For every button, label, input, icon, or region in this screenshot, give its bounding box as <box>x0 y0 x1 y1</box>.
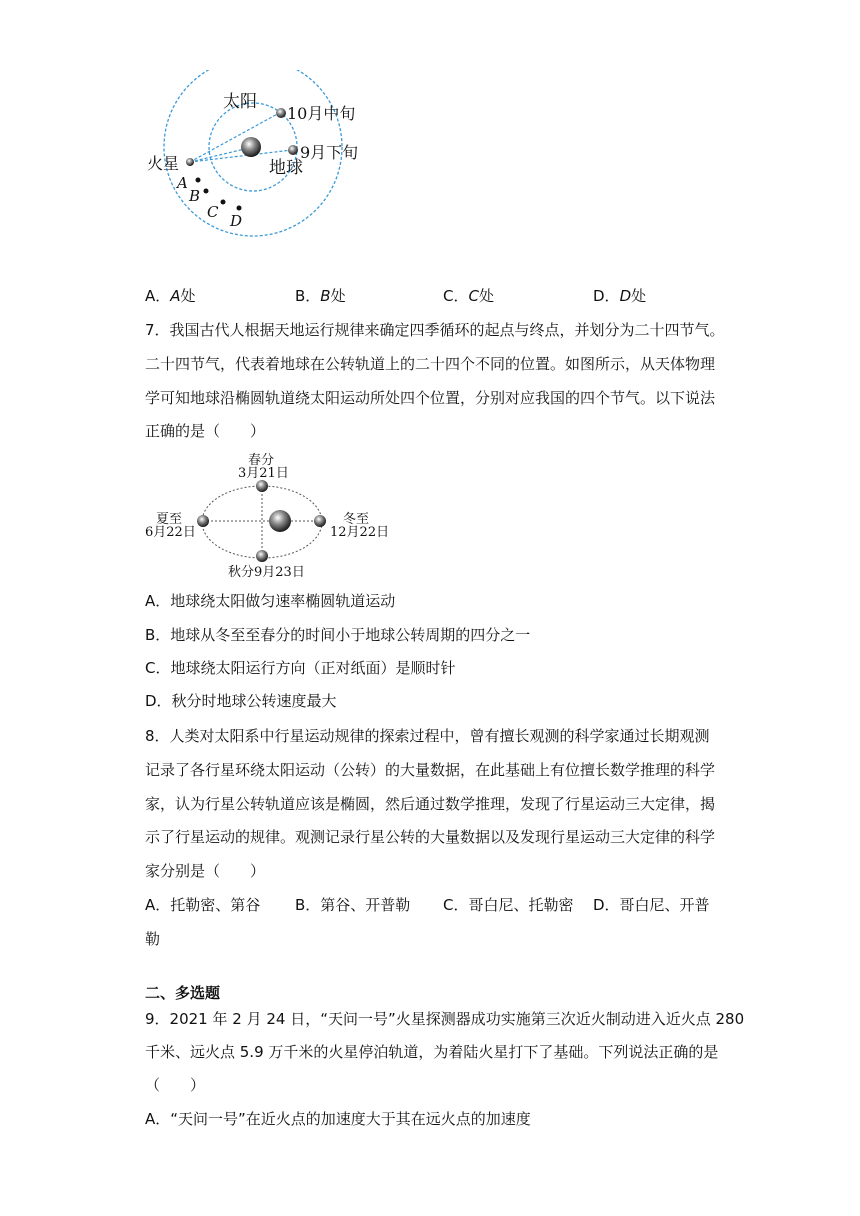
summer-name: 夏至 <box>156 512 183 527</box>
q7-option-d[interactable]: D．秋分时地球公转速度最大 <box>145 692 337 710</box>
q8-line-3: 家，认为行星公转轨道应该是椭圆，然后通过数学推理，发现了行星运动三大定律，揭 <box>145 795 716 813</box>
q6-option-b-suffix: 处 <box>330 287 346 305</box>
point-a-label: A <box>177 174 188 192</box>
oct-label: 10月中旬 <box>287 104 356 123</box>
q6-option-d-prefix: D． <box>593 287 620 305</box>
q6-option-b[interactable] <box>295 286 346 306</box>
spring-date: 3月21日 <box>238 466 289 481</box>
q6-option-d[interactable] <box>593 286 646 306</box>
q9-line-3: （ ） <box>145 1076 206 1094</box>
point-d-dot <box>237 206 242 211</box>
mars <box>186 158 194 166</box>
q9-option-a[interactable]: A．“天问一号”在近火点的加速度大于其在远火点的加速度 <box>145 1110 531 1128</box>
spring-name: 春分 <box>248 453 275 468</box>
point-b-label: B <box>189 187 201 205</box>
q8-line-4: 示了行星运动的规律。观测记录行星公转的大量数据以及发现行星运动三大定律的科学 <box>145 828 716 846</box>
q8-line-1: 8．人类对太阳系中行星运动规律的探索过程中，曾有擅长观测的科学家通过长期观测 <box>145 727 710 745</box>
q6-option-c-var: C <box>468 287 479 305</box>
q6-option-b-var: B <box>320 287 331 305</box>
q8-option-b[interactable]: B．第谷、开普勒 <box>295 896 411 914</box>
q8-option-c[interactable]: C．哥白尼、托勒密 <box>443 896 574 914</box>
q7-line-4: 正确的是（ ） <box>145 422 266 440</box>
q6-option-a[interactable] <box>145 286 196 306</box>
q9-line-2: 千米、远火点 5.9 万千米的火星停泊轨道，为着陆火星打下了基础。下列说法正确的是 <box>145 1043 719 1061</box>
point-a-dot <box>196 178 201 183</box>
autumn-label: 秋分9月23日 <box>228 565 305 580</box>
q6-option-a-suffix: 处 <box>180 287 196 305</box>
q6-option-a-var: A <box>170 287 181 305</box>
q8-line-2: 记录了各行星环绕太阳运动（公转）的大量数据，在此基础上有位擅长数学推理的科学 <box>145 761 716 779</box>
q7-line-3: 学可知地球沿椭圆轨道绕太阳运动所处四个位置，分别对应我国的四个节气。以下说法 <box>145 389 716 407</box>
q6-option-d-var: D <box>619 287 632 305</box>
q6-option-c-suffix: 处 <box>478 287 494 305</box>
point-b-dot <box>204 189 209 194</box>
sun <box>241 137 261 157</box>
winter-date: 12月22日 <box>330 525 390 540</box>
q9-line-1: 9．2021 年 2 月 24 日，“天问一号”火星探测器成功实施第三次近火制动进入近火点 280 <box>145 1010 745 1028</box>
sun-label: 太阳 <box>223 92 257 112</box>
winter-name: 冬至 <box>343 512 370 527</box>
earth-sep <box>288 145 298 155</box>
sep-label: 9月下旬 <box>300 143 359 162</box>
earth-summer <box>197 515 209 527</box>
sun <box>269 510 291 532</box>
sightline-3 <box>190 112 281 162</box>
earth-label: 地球 <box>269 158 303 178</box>
earth-oct <box>276 108 286 118</box>
summer-date: 6月22日 <box>145 525 196 540</box>
point-c-dot <box>221 200 226 205</box>
q7-line-1: 7．我国古代人根据天地运行规律来确定四季循环的起点与终点，并划分为二十四节气。 <box>145 321 725 339</box>
earth-spring <box>256 480 268 492</box>
point-c-label: C <box>207 203 219 221</box>
q6-option-d-suffix: 处 <box>631 287 647 305</box>
q8-option-d-wrap[interactable]: 勒 <box>145 930 161 948</box>
earth-winter <box>314 515 326 527</box>
q6-option-c-prefix: C． <box>443 287 469 305</box>
q8-line-5: 家分别是（ ） <box>145 862 266 880</box>
q7-line-2: 二十四节气，代表着地球在公转轨道上的二十四个不同的位置。如图所示，从天体物理 <box>145 355 716 373</box>
q7-option-a[interactable]: A．地球绕太阳做匀速率椭圆轨道运动 <box>145 592 396 610</box>
q7-option-c[interactable]: C．地球绕太阳运行方向（正对纸面）是顺时针 <box>145 659 456 677</box>
point-d-label: D <box>230 212 243 230</box>
orbit-figure-mars <box>135 70 395 240</box>
q7-option-b[interactable]: B．地球从冬至至春分的时间小于地球公转周期的四分之一 <box>145 626 531 644</box>
mars-label: 火星 <box>147 154 180 173</box>
earth-autumn <box>256 550 268 562</box>
q6-option-c[interactable] <box>443 286 494 306</box>
q6-option-b-prefix: B． <box>295 287 321 305</box>
q8-option-a[interactable]: A．托勒密、第谷 <box>145 896 261 914</box>
q8-option-d[interactable]: D．哥白尼、开普 <box>593 896 710 914</box>
orbit-figure-solar-terms <box>140 450 400 582</box>
section-title-multi-choice: 二、多选题 <box>145 984 221 1002</box>
q6-option-a-prefix: A． <box>145 287 171 305</box>
